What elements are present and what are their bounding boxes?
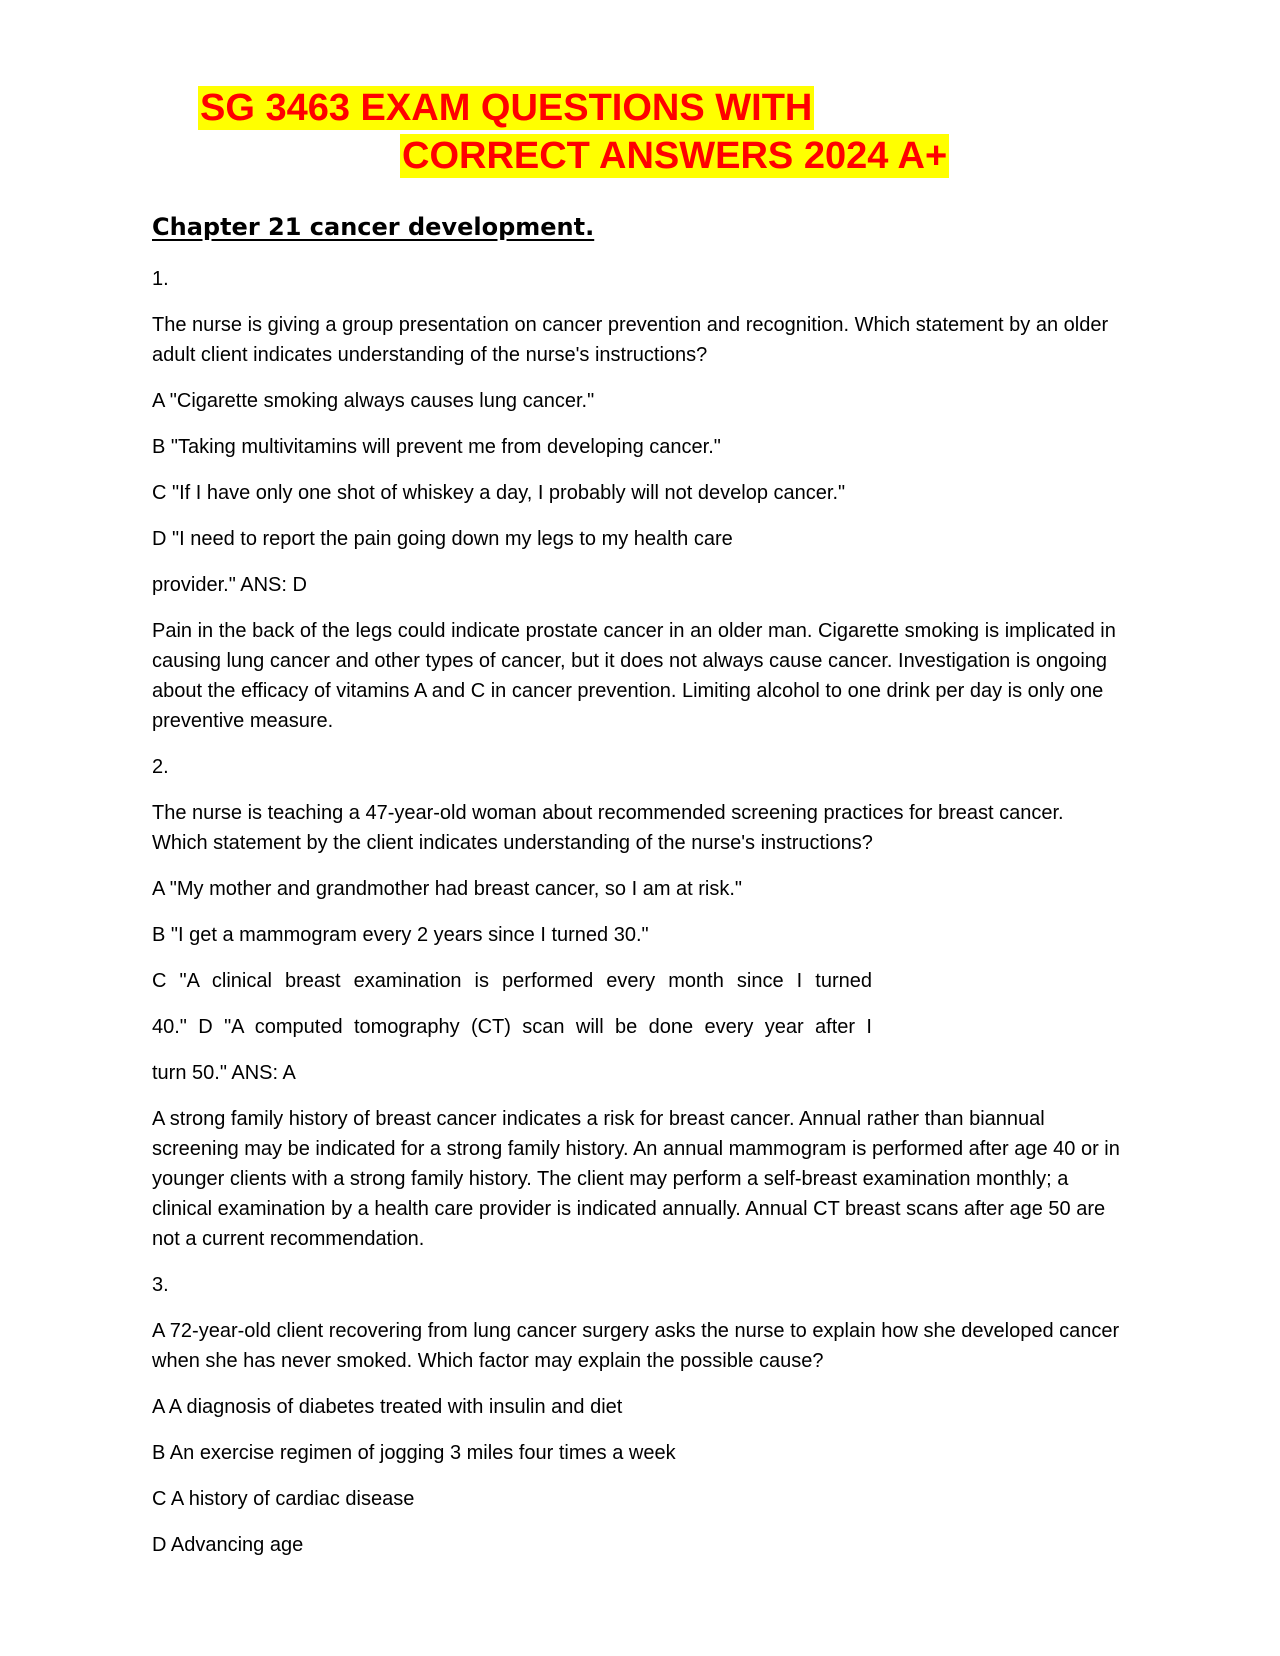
question-number: 1.	[152, 268, 169, 290]
question-stem: A 72-year-old client recovering from lung cancer surgery asks the nurse to explain how she developed cancer when she has never smoked. Which factor may explain the possible cause?	[152, 1320, 1120, 1372]
document-title-line-2: CORRECT ANSWERS 2024 A+	[402, 135, 948, 177]
rationale-paragraph: A strong family history of breast cancer indicates a risk for breast cancer. Annual rather than biannual screening may be indicated for a strong family history. An annual mammogram is performed after age 40 or in younger clients with a strong family history. The client may perform a self-breast examination monthly; a clinical examination by a health care provider is indicated annually. Annual CT breast scans after age 50 are not a current recommendation.	[152, 1108, 1120, 1250]
answer-option: B An exercise regimen of jogging 3 miles four times a week	[152, 1442, 676, 1464]
answer-option: 40." D "A computed tomography (CT) scan will be done every year after I	[152, 1016, 872, 1038]
answer-option: C A history of cardiac disease	[152, 1488, 415, 1510]
question-stem: The nurse is teaching a 47-year-old woman about recommended screening practices for breast cancer. Which statement by the client indicates understanding of the nurse's instructions?	[152, 802, 1064, 854]
answer-option: C "A clinical breast examination is performed every month since I turned	[152, 970, 872, 992]
question-number: 3.	[152, 1274, 169, 1296]
chapter-heading: Chapter 21 cancer development.	[152, 213, 595, 241]
rationale-paragraph: Pain in the back of the legs could indicate prostate cancer in an older man. Cigarette smoking is implicated in causing lung cancer and other types of cancer, but it does not always cause cancer. Investigation is ongoing about the efficacy of vitamins A and C in cancer prevention. Limiting alcohol to one drink per day is only one preventive measure.	[152, 620, 1116, 732]
answer-option: A "My mother and grandmother had breast cancer, so I am at risk."	[152, 878, 743, 900]
answer-option: D "I need to report the pain going down my legs to my health care	[152, 528, 733, 550]
question-number: 2.	[152, 756, 169, 778]
answer-option: A A diagnosis of diabetes treated with insulin and diet	[152, 1396, 623, 1418]
answer-option: C "If I have only one shot of whiskey a day, I probably will not develop cancer."	[152, 482, 846, 504]
answer-key-line: provider." ANS: D	[152, 574, 307, 596]
answer-option: A "Cigarette smoking always causes lung cancer."	[152, 390, 595, 412]
document-title-line-1: SG 3463 EXAM QUESTIONS WITH	[200, 87, 813, 129]
answer-option: B "Taking multivitamins will prevent me from developing cancer."	[152, 436, 721, 458]
document-body	[152, 264, 1120, 1576]
answer-key-line: turn 50." ANS: A	[152, 1062, 296, 1084]
question-stem: The nurse is giving a group presentation on cancer prevention and recognition. Which statement by an older adult client indicates understanding of the nurse's instructions?	[152, 314, 1109, 366]
answer-option: B "I get a mammogram every 2 years since I turned 30."	[152, 924, 649, 946]
answer-option: D Advancing age	[152, 1534, 304, 1556]
